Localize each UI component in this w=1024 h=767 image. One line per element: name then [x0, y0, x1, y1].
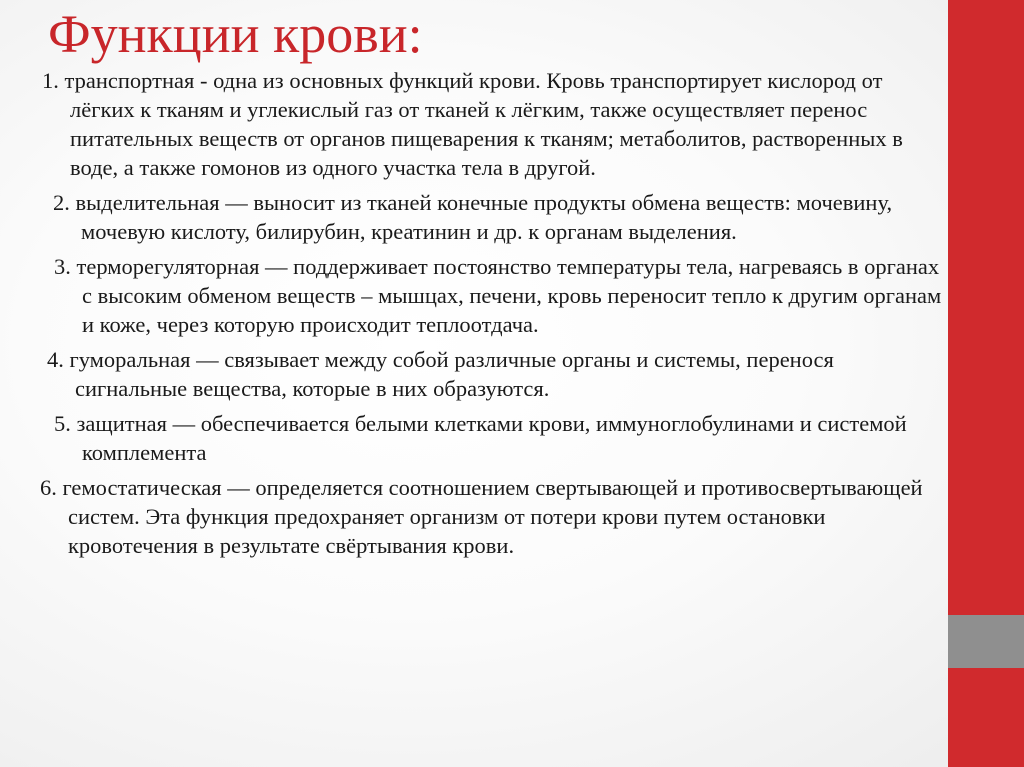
- list-item-transport: 1. транспортная - одна из основных функций крови. Кровь транспортирует кислород от лёгких к тканям и углекислый газ от тканей к лёгким, также осуществляет перенос питательных веществ от органов пищеварения к тканям; метаболитов, растворенных в воде, а также гомонов из одного участка тела в другой.: [42, 68, 903, 180]
- list-item-humoral: 4. гуморальная — связывает между собой различные органы и системы, перенося сигнальные вещества, которые в них образуются.: [47, 347, 834, 401]
- list-item-excretory: 2. выделительная — выносит из тканей конечные продукты обмена веществ: мочевину, мочевую кислоту, билирубин, креатинин и др. к органам выделения.: [53, 190, 893, 244]
- list-item-protective: 5. защитная — обеспечивается белыми клетками крови, иммуноглобулинами и системой комплемента: [54, 411, 907, 465]
- slide-title: Функции крови:: [48, 4, 423, 64]
- list-item-thermoregulatory: 3. терморегуляторная — поддерживает постоянство температуры тела, нагреваясь в органах с высоким обменом веществ – мышцах, печени, кровь переносит тепло к другим органам и коже, через которую происходит теплоотдача.: [54, 254, 942, 337]
- decorative-gray-band: [948, 615, 1024, 668]
- functions-list: [40, 66, 945, 566]
- list-item-hemostatic: 6. гемостатическая — определяется соотношением свертывающей и противосвертывающей систем. Эта функция предохраняет организм от потери крови путем остановки кровотечения в результате свёртывания крови.: [40, 475, 923, 558]
